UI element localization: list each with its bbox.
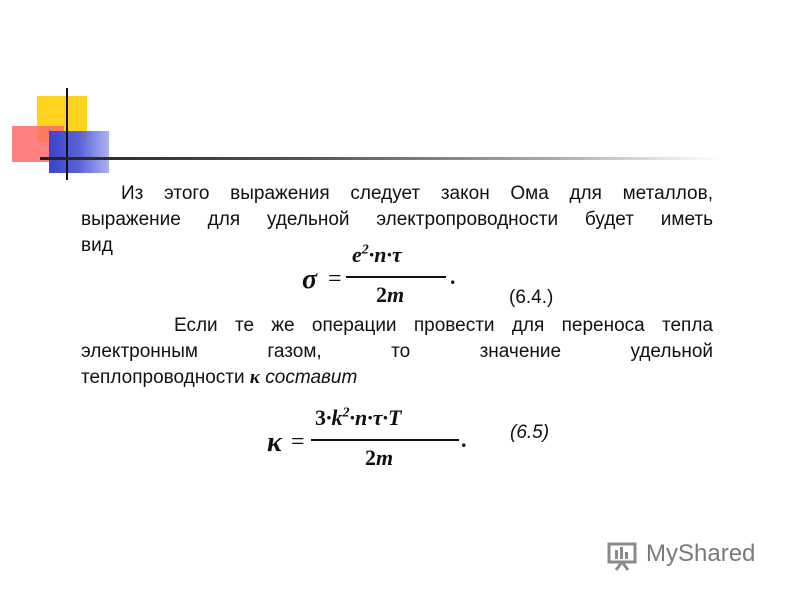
- formula1-fraction-bar: [346, 276, 446, 278]
- formula1-equals: =: [328, 266, 342, 292]
- formula2-fraction-bar: [311, 439, 459, 441]
- formula2-equals: =: [291, 429, 305, 455]
- decor-vertical-line: [66, 88, 68, 180]
- formula1-lhs: σ: [302, 264, 318, 295]
- paragraph-thermal: [81, 313, 713, 391]
- equation2-number: (6.5): [510, 422, 550, 443]
- paragraph2-line3-suffix: составит: [265, 367, 358, 388]
- formula1-denominator: 2m: [376, 282, 405, 307]
- myshared-watermark: [606, 538, 766, 572]
- paragraph2-word: удельной: [630, 341, 714, 362]
- decor-horizontal-rule: [40, 157, 720, 160]
- equation1-number: (6.4.): [509, 287, 554, 308]
- formula2-lhs: κ: [267, 427, 282, 458]
- paragraph1-line2: выражение для удельной электропроводности будет иметь: [81, 209, 713, 230]
- formula-thermal-conductivity: [263, 405, 473, 480]
- paragraph2-word: газом,: [267, 341, 322, 362]
- paragraph1-line1: Из этого выражения следует закон Ома для металлов,: [121, 183, 713, 204]
- paragraph1-line3: вид: [81, 235, 113, 256]
- paragraph2-word: то: [391, 341, 411, 362]
- paragraph2-line2: [81, 339, 713, 365]
- formula1-numerator: $e^2\cdot n\cdot\tau$: [352, 242, 402, 267]
- formula2-period: .: [461, 427, 467, 452]
- formula2-denominator: 2m: [365, 445, 394, 470]
- myshared-logo-icon: [606, 538, 640, 572]
- formula-conductivity: [300, 244, 470, 314]
- paragraph2-line1: Если те же операции провести для переноса тепла: [174, 315, 713, 336]
- kappa-symbol-inline: κ: [249, 367, 260, 388]
- formula2-numerator: $3\cdot k^2\cdot n\cdot\tau\cdot T$: [315, 405, 402, 430]
- myshared-logo-text: MyShared: [646, 540, 756, 567]
- decor-blue-square: [49, 131, 109, 173]
- paragraph2-line3-prefix: теплопроводности: [81, 367, 245, 388]
- paragraph2-word: электронным: [81, 341, 198, 362]
- paragraph2-word: значение: [479, 341, 562, 362]
- formula1-period: .: [450, 264, 456, 289]
- paragraph2-line3: [81, 365, 713, 391]
